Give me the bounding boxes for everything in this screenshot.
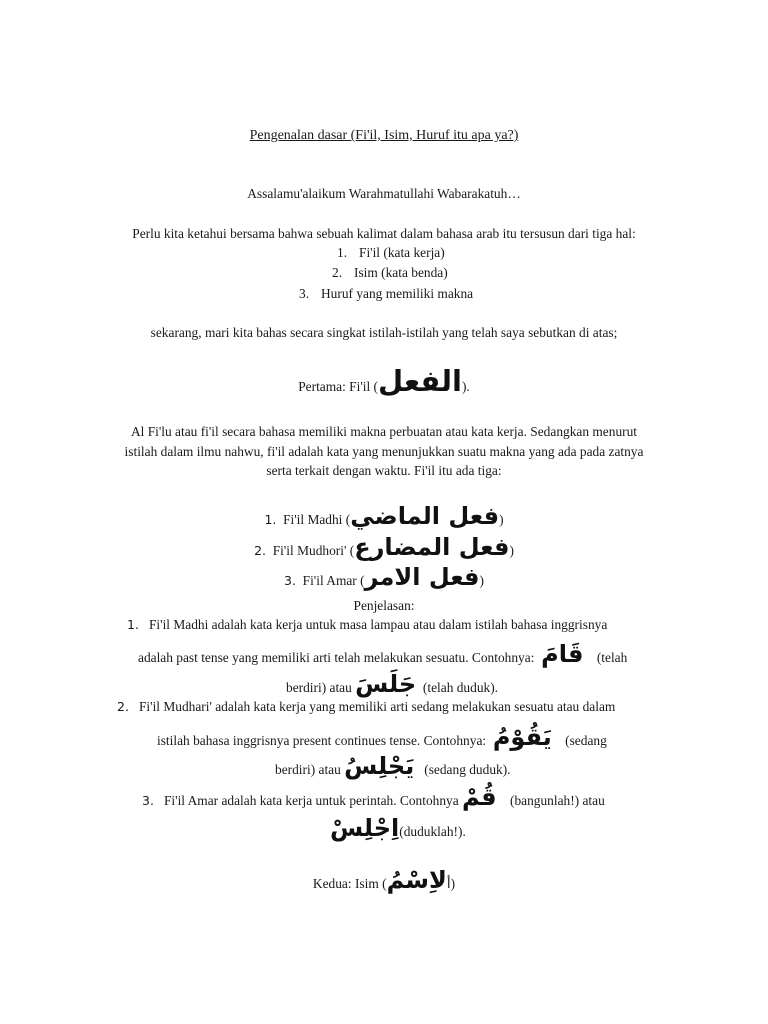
explanation-text: adalah past tense yang memiliki arti telah melakukan sesuatu. Contohnya: [138, 650, 535, 665]
arabic-term: فعل الماضي [350, 502, 500, 530]
transition-text: sekarang, mari kita bahas secara singkat istilah-istilah yang telah saya sebutkan di atas; [150, 325, 618, 340]
example-meaning: (duduklah!). [399, 824, 466, 839]
section-heading-pertama [0, 364, 768, 398]
explanation-mudhari-line3 [275, 752, 511, 780]
fil-type-item [0, 533, 768, 561]
arabic-term: الفعل [378, 364, 462, 398]
penjelasan-heading: Penjelasan: [353, 598, 415, 613]
heading-close: ). [461, 379, 470, 394]
explanation-mudhari-line1 [117, 699, 615, 715]
list-text: Isim (kata benda) [354, 265, 448, 280]
explanation-text: Fi'il Amar adalah kata kerja untuk perintah. Contohnya [163, 793, 459, 808]
definition-line: serta terkait dengan waktu. Fi'il itu ada tiga: [266, 463, 502, 478]
arabic-term: فعل المضارع [354, 533, 510, 561]
fil-type-close: ) [499, 512, 504, 527]
fil-type-label: Fi'il Mudhori' ( [272, 543, 355, 558]
explanation-text: berdiri) atau [286, 680, 352, 695]
fil-type-label: Fi'il Amar ( [302, 573, 365, 588]
list-text: Fi'il (kata kerja) [359, 245, 445, 260]
definition-line: istilah dalam ilmu nahwu, fi'il adalah kata yang menunjukkan suatu makna yang ada pada zatnya [124, 444, 644, 459]
arabic-example: اِجْلِسْ [330, 814, 400, 842]
list-item [337, 245, 445, 261]
definition-line: Al Fi'lu atau fi'il secara bahasa memiliki makna perbuatan atau kata kerja. Sedangkan menurut [130, 424, 638, 439]
example-meaning: (telah duduk). [422, 680, 499, 695]
list-number: 2. [332, 265, 343, 280]
fil-type-close: ) [479, 573, 484, 588]
list-item [299, 286, 473, 302]
example-meaning: (sedang duduk). [424, 762, 511, 777]
explanation-madhi-line1 [127, 617, 607, 633]
list-number: 1. [127, 617, 139, 632]
explanation-amar-line1 [142, 783, 605, 811]
list-number: 3. [299, 286, 310, 301]
page-title: Pengenalan dasar (Fi'il, Isim, Huruf itu apa ya?) [249, 128, 519, 143]
arabic-example: جَلَسَ [355, 670, 417, 698]
explanation-text: Fi'il Madhi adalah kata kerja untuk masa lampau atau dalam istilah bahasa inggrisnya [148, 617, 608, 632]
explanation-mudhari-line2 [157, 723, 607, 751]
arabic-example: يَقُوْمُ [492, 723, 552, 751]
list-number: 3. [142, 793, 154, 808]
example-meaning: (sedang [565, 733, 607, 748]
section-heading-kedua [0, 866, 768, 894]
list-number: 2. [254, 543, 267, 558]
arabic-example: قَامَ [541, 640, 584, 668]
explanation-amar-line2 [330, 814, 466, 842]
heading-label: Pertama: Fi'il ( [298, 379, 378, 394]
intro-text: Perlu kita ketahui bersama bahwa sebuah kalimat dalam bahasa arab itu tersusun dari tiga hal: [132, 226, 636, 241]
explanation-text: Fi'il Mudhari' adalah kata kerja yang memiliki arti sedang melakukan sesuatu atau dalam [138, 699, 616, 714]
list-item [332, 265, 448, 281]
example-meaning: (telah [596, 650, 628, 665]
fil-type-label: Fi'il Madhi ( [283, 512, 351, 527]
list-text: Huruf yang memiliki makna [321, 286, 474, 301]
arabic-example: يَجْلِسُ [344, 752, 415, 780]
list-number: 3. [284, 573, 296, 588]
arabic-term: فعل الامر [364, 563, 480, 591]
arabic-term: لاِسْمُ [386, 866, 447, 894]
explanation-madhi-line2 [138, 640, 627, 668]
heading-label: Kedua: Isim ( [312, 876, 387, 891]
fil-type-item [0, 563, 768, 591]
fil-type-item [0, 502, 768, 530]
example-meaning: (bangunlah!) atau [509, 793, 605, 808]
list-number: 2. [117, 699, 129, 714]
explanation-text: istilah bahasa inggrisnya present continues tense. Contohnya: [157, 733, 487, 748]
greeting: Assalamu'alaikum Warahmatullahi Wabarakatuh… [247, 186, 521, 201]
list-number: 1. [337, 245, 348, 260]
arabic-example: قُمْ [462, 783, 497, 811]
explanation-madhi-line3 [286, 670, 498, 698]
fil-type-close: ) [509, 543, 514, 558]
explanation-text: berdiri) atau [275, 762, 341, 777]
list-number: 1. [264, 512, 277, 527]
heading-close: أ) [446, 876, 456, 891]
